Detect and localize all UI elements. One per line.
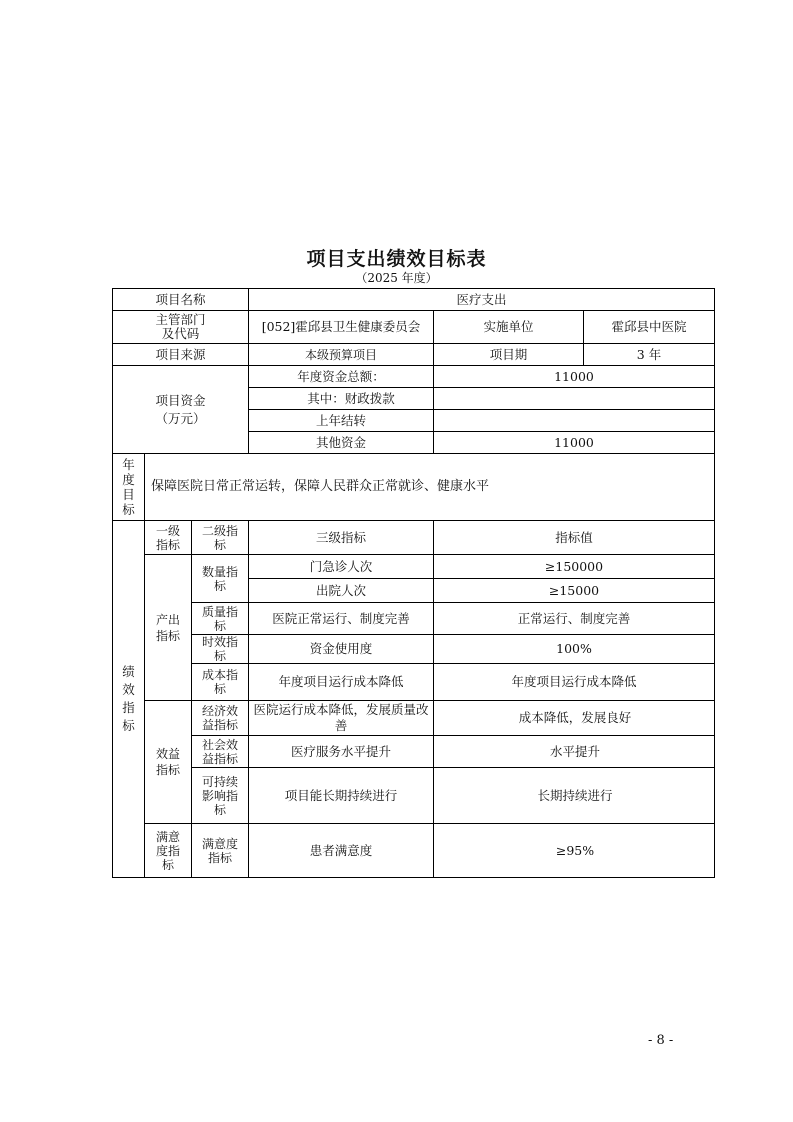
row-timeliness	[113, 635, 715, 664]
quantity-row-2-name: 出院人次	[249, 579, 434, 603]
source-value: 本级预算项目	[249, 344, 434, 366]
funds-fiscal-value	[434, 388, 715, 410]
satisfaction-row-name: 患者满意度	[249, 824, 434, 878]
social-label	[192, 736, 249, 768]
timeliness-row-name: 资金使用度	[249, 635, 434, 664]
benefit-label-text: 效益指标	[155, 747, 180, 777]
satisfaction-level1	[145, 824, 192, 878]
quantity-label-text: 数量指标	[201, 564, 238, 593]
funds-total-label: 年度资金总额：	[249, 366, 434, 388]
sustain-label	[192, 768, 249, 824]
satisfaction-level1-text: 满意度指标	[155, 829, 180, 872]
row-project-name	[113, 289, 715, 311]
funds-other-value: 11000	[434, 432, 715, 454]
social-row-name: 医疗服务水平提升	[249, 736, 434, 768]
row-annual-goal	[113, 454, 715, 521]
department-value: [052]霍邱县卫生健康委员会	[249, 311, 434, 344]
annual-goal-label	[113, 454, 145, 521]
source-label: 项目来源	[113, 344, 249, 366]
annual-goal-label-text: 年度目标	[122, 457, 135, 517]
row-quantity-1	[113, 555, 715, 579]
timeliness-row-value: 100%	[434, 635, 715, 664]
benefit-label	[145, 701, 192, 824]
project-name-value: 医疗支出	[249, 289, 715, 311]
implementing-unit-label: 实施单位	[434, 311, 584, 344]
header-level2	[192, 521, 249, 555]
header-level1-text: 一级指标	[155, 523, 180, 552]
satisfaction-level2-text: 满意度指标	[201, 836, 238, 865]
economic-label	[192, 701, 249, 736]
economic-row-name: 医院运行成本降低，发展质量改善	[249, 701, 434, 736]
quality-row-value: 正常运行、制度完善	[434, 603, 715, 635]
timeliness-label	[192, 635, 249, 664]
funds-total-value: 11000	[434, 366, 715, 388]
period-label: 项目期	[434, 344, 584, 366]
funds-label-line2: （万元）	[155, 410, 206, 426]
quantity-row-1-value: ≥150000	[434, 555, 715, 579]
social-row-value: 水平提升	[434, 736, 715, 768]
output-label	[145, 555, 192, 701]
page-title: 项目支出绩效目标表	[306, 248, 487, 270]
header-level3: 三级指标	[249, 521, 434, 555]
row-economic	[113, 701, 715, 736]
output-label-text: 产出指标	[155, 612, 180, 643]
funds-other-label: 其他资金	[249, 432, 434, 454]
quantity-label	[192, 555, 249, 603]
project-name-label: 项目名称	[113, 289, 249, 311]
header-level2-text: 二级指标	[201, 523, 238, 552]
header-value: 指标值	[434, 521, 715, 555]
row-social	[113, 736, 715, 768]
sustain-label-text: 可持续影响指标	[201, 774, 238, 817]
quality-label	[192, 603, 249, 635]
annual-goal-text: 保障医院日常正常运转，保障人民群众正常就诊、健康水平	[145, 454, 715, 521]
page-subtitle: （2025 年度）	[355, 271, 438, 285]
cost-label-text: 成本指标	[201, 668, 238, 696]
funds-fiscal-label: 其中：财政拨款	[249, 388, 434, 410]
social-label-text: 社会效益指标	[201, 737, 238, 766]
row-indicator-header	[113, 521, 715, 555]
row-department	[113, 311, 715, 344]
indicators-section-label	[113, 521, 145, 878]
quality-label-text: 质量指标	[201, 604, 238, 633]
period-value: 3 年	[584, 344, 715, 366]
department-label-line1: 主管部门	[155, 312, 206, 327]
performance-target-table	[112, 288, 715, 878]
funds-carryover-value	[434, 410, 715, 432]
satisfaction-row-value: ≥95%	[434, 824, 715, 878]
satisfaction-level2	[192, 824, 249, 878]
cost-row-name: 年度项目运行成本降低	[249, 664, 434, 701]
department-label	[113, 311, 249, 344]
row-source	[113, 344, 715, 366]
quantity-row-1-name: 门急诊人次	[249, 555, 434, 579]
timeliness-label-text: 时效指标	[201, 635, 238, 663]
header-level1	[145, 521, 192, 555]
funds-label-line1: 项目资金	[155, 392, 206, 408]
department-label-line2: 及代码	[161, 326, 200, 341]
quantity-row-2-value: ≥15000	[434, 579, 715, 603]
funds-carryover-label: 上年结转	[249, 410, 434, 432]
quality-row-name: 医院正常运行、制度完善	[249, 603, 434, 635]
economic-label-text: 经济效益指标	[201, 704, 238, 732]
cost-label	[192, 664, 249, 701]
row-satisfaction	[113, 824, 715, 878]
row-quality	[113, 603, 715, 635]
row-cost	[113, 664, 715, 701]
economic-row-value: 成本降低，发展良好	[434, 701, 715, 736]
cost-row-value: 年度项目运行成本降低	[434, 664, 715, 701]
indicators-section-label-text: 绩效指标	[122, 664, 135, 733]
page-number: - 8 -	[648, 1033, 674, 1048]
row-funds-total	[113, 366, 715, 388]
row-sustain	[113, 768, 715, 824]
funds-label	[113, 366, 249, 454]
sustain-row-value: 长期持续进行	[434, 768, 715, 824]
sustain-row-name: 项目能长期持续进行	[249, 768, 434, 824]
implementing-unit-value: 霍邱县中医院	[584, 311, 715, 344]
